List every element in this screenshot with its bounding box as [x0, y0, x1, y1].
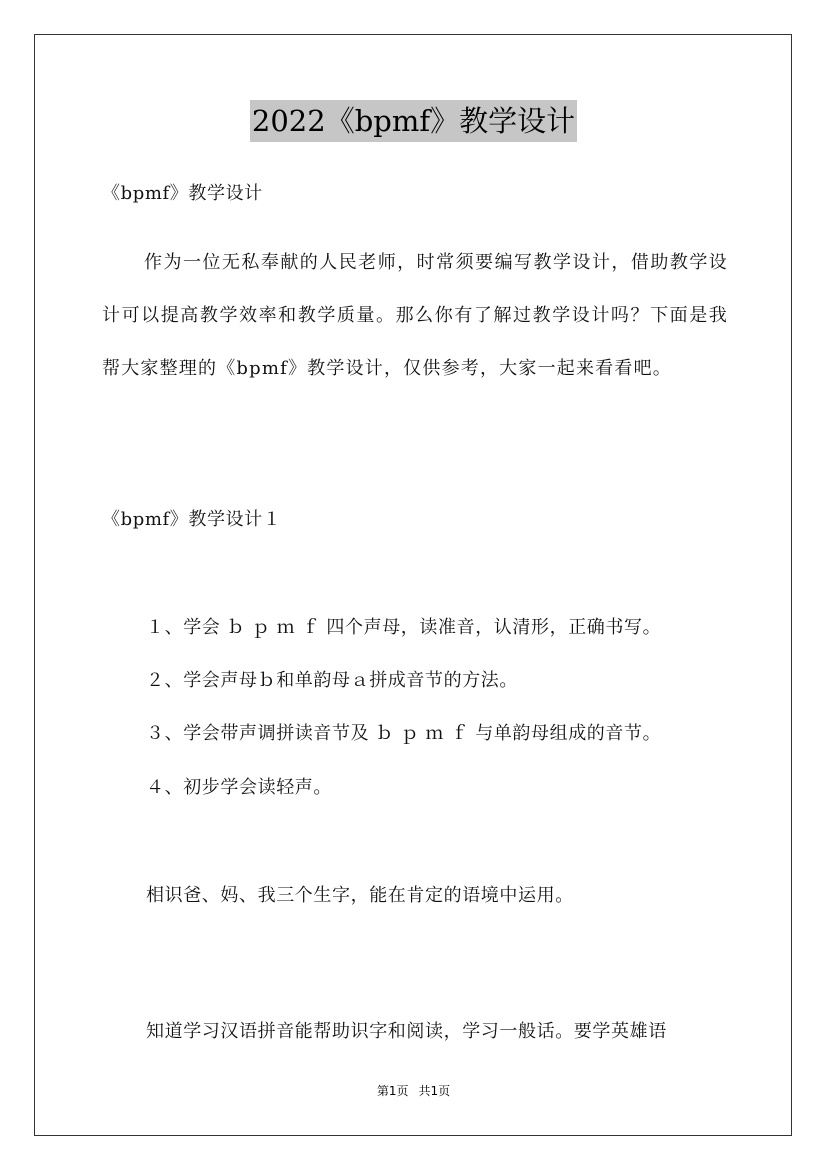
document-title: 2022《bpmf》教学设计 [250, 100, 577, 142]
section-title: 《bpmf》教学设计１ [102, 509, 282, 530]
goal-item-1: １、学会 ｂ ｐ ｍ ｆ 四个声母，读准音，认清形，正确书写。 [146, 617, 662, 638]
page-number: 第1页 [376, 1084, 409, 1098]
intro-paragraph: 作为一位无私奉献的人民老师，时常须要编写教学设计，借助教学设计可以提高教学效率和教学质量。那么你有了解过教学设计吗？下面是我帮大家整理的《bpmf》教学设计，仅供参考，大家一起来看看吧。 [102, 252, 728, 379]
title-wrap [0, 100, 827, 142]
goal-item-4: ４、初步学会读轻声。 [146, 777, 332, 798]
goal-item-2: ２、学会声母ｂ和单韵母ａ拼成音节的方法。 [146, 670, 518, 691]
document-heading: 《bpmf》教学设计 [102, 183, 263, 204]
attitude-goal: 知道学习汉语拼音能帮助识字和阅读，学习一般话。要学英雄语 [146, 1021, 667, 1042]
page-total: 共1页 [418, 1084, 451, 1098]
goal-item-3: ３、学会带声调拼读音节及 ｂ ｐ ｍ ｆ 与单韵母组成的音节。 [146, 723, 662, 744]
page-footer [0, 1083, 827, 1099]
literacy-goal: 相识爸、妈、我三个生字，能在肯定的语境中运用。 [146, 885, 574, 906]
